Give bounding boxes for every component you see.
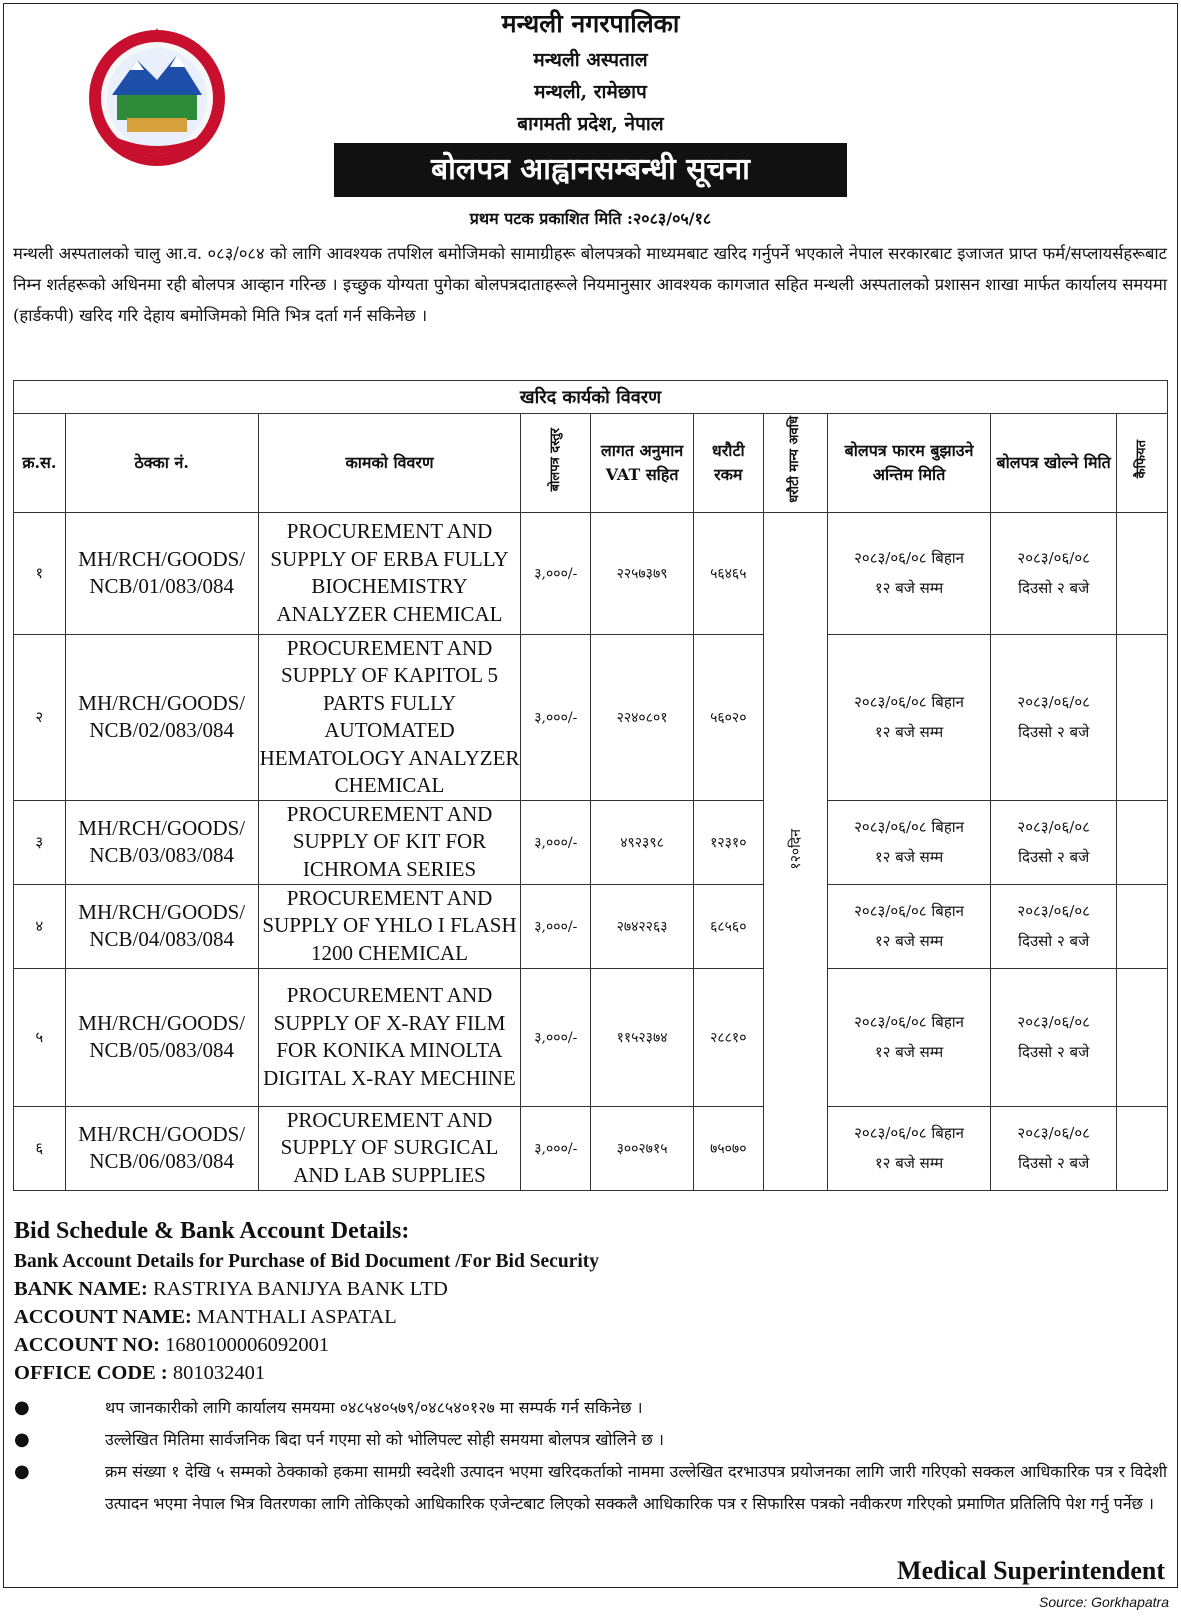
cell-contract-no: MH/RCH/GOODS/ NCB/04/083/084	[65, 884, 258, 968]
cell-validity	[763, 512, 827, 1190]
account-no-line	[14, 1334, 329, 1357]
cell-cost: २२४०८०१	[591, 634, 693, 800]
cell-description: PROCUREMENT AND SUPPLY OF X-RAY FILM FOR KONIKA MINOLTA DIGITAL X-RAY MECHINE	[258, 968, 520, 1106]
source-credit: Source: Gorkhapatra	[1039, 1594, 1169, 1610]
cell-submit-date	[827, 800, 990, 884]
header-description: कामको विवरण	[258, 414, 520, 513]
cell-security: २८८१०	[693, 968, 763, 1106]
table-row	[14, 800, 1168, 884]
submit-date: २०८३/०६/०८ बिहान	[854, 1013, 964, 1032]
hospital-location: मन्थली, रामेछाप	[534, 81, 647, 103]
open-time: दिउसो २ बजे	[1018, 579, 1090, 598]
note-text: उल्लेखित मितिमा सार्वजनिक बिदा पर्न गएमा सो को भोलिपल्ट सोही समयमा बोलपत्र खोलिने छ ।	[105, 1430, 664, 1449]
header-fee: बोलपत्र दस्तुर	[547, 427, 563, 492]
submit-time: १२ बजे सम्म	[874, 848, 944, 867]
validity-value: १२०दिन	[787, 828, 804, 870]
header-remarks-cell	[1117, 414, 1168, 513]
cell-cost: ३००२७१५	[591, 1106, 693, 1190]
procurement-table-wrapper	[13, 380, 1168, 1191]
cell-remarks	[1117, 512, 1168, 634]
note-item	[14, 1456, 1167, 1520]
note-item	[14, 1392, 1167, 1424]
cell-description: PROCUREMENT AND SUPPLY OF KAPITOL 5 PARTS FULLY AUTOMATED HEMATOLOGY ANALYZER CHEMICAL	[258, 634, 520, 800]
cell-fee: ३,०००/-	[521, 634, 591, 800]
cell-open-date	[991, 968, 1117, 1106]
header-submit-date: बोलपत्र फारम बुझाउने अन्तिम मिति	[827, 414, 990, 513]
cell-open-date	[991, 512, 1117, 634]
submit-date: २०८३/०६/०८ बिहान	[854, 902, 964, 921]
submit-time: १२ बजे सम्म	[874, 579, 944, 598]
account-name-line	[14, 1306, 397, 1329]
cell-submit-date	[827, 968, 990, 1106]
header-validity: धरौटी मान्य अवधि	[787, 416, 803, 503]
header-cost: लागत अनुमान VAT सहित	[591, 414, 693, 513]
account-no-value: 1680100006092001	[159, 1334, 330, 1356]
table-row	[14, 512, 1168, 634]
cell-remarks	[1117, 800, 1168, 884]
cell-description: PROCUREMENT AND SUPPLY OF ERBA FULLY BIOCHEMISTRY ANALYZER CHEMICAL	[258, 512, 520, 634]
header-remarks: कैफियत	[1134, 440, 1150, 479]
cell-fee: ३,०००/-	[521, 968, 591, 1106]
cell-description: PROCUREMENT AND SUPPLY OF YHLO I FLASH 1200 CHEMICAL	[258, 884, 520, 968]
cell-cost: ४९२३९८	[591, 800, 693, 884]
cell-remarks	[1117, 634, 1168, 800]
open-date: २०८३/०६/०८	[1017, 818, 1090, 837]
account-name-label: ACCOUNT NAME:	[14, 1306, 192, 1328]
cell-security: ७५०७०	[693, 1106, 763, 1190]
submit-time: १२ बजे सम्म	[874, 1043, 944, 1062]
cell-open-date	[991, 884, 1117, 968]
table-row	[14, 884, 1168, 968]
cell-submit-date	[827, 634, 990, 800]
open-time: दिउसो २ बजे	[1018, 1154, 1090, 1173]
cell-remarks	[1117, 1106, 1168, 1190]
note-text: क्रम संख्या १ देखि ५ सम्मको ठेक्काको हकमा सामग्री स्वदेशी उत्पादन भएमा खरिदकर्ताको नाममा उल्लेखित दरभाउपत्र प्रयोजनका लागि जारी गरिएको सक्कल आधिकारिक पत्र र विदेशी उत्पादन भएमा नेपाल भित्र वितरणका लागि तोकिएको आधिकारिक एजेन्टबाट लिएको सक्कलै आधिकारिक पत्र र सिफारिस पत्रको नवीकरण गरिएको प्रमाणित प्रतिलिपि पेश गर्नु पर्नेछ ।	[105, 1462, 1167, 1513]
cell-sn: ५	[14, 968, 66, 1106]
note-text: थप जानकारीको लागि कार्यालय समयमा ०४८५४०५७९/०४८५४०१२७ मा सम्पर्क गर्न सकिनेछ ।	[105, 1398, 643, 1417]
cell-contract-no: MH/RCH/GOODS/ NCB/02/083/084	[65, 634, 258, 800]
submit-date: २०८३/०६/०८ बिहान	[854, 818, 964, 837]
publish-date: प्रथम पटक प्रकाशित मिति :२०८३/०५/१८	[469, 209, 712, 228]
open-date: २०८३/०६/०८	[1017, 1013, 1090, 1032]
table-row	[14, 634, 1168, 800]
cell-description: PROCUREMENT AND SUPPLY OF KIT FOR ICHROMA SERIES	[258, 800, 520, 884]
table-body	[14, 512, 1168, 1190]
submit-time: १२ बजे सम्म	[874, 1154, 944, 1173]
cell-submit-date	[827, 512, 990, 634]
open-time: दिउसो २ बजे	[1018, 848, 1090, 867]
cell-sn: ३	[14, 800, 66, 884]
header-sn: क्र.स.	[14, 414, 66, 513]
cell-contract-no: MH/RCH/GOODS/ NCB/01/083/084	[65, 512, 258, 634]
bank-name-label: BANK NAME:	[14, 1278, 148, 1300]
intro-paragraph: मन्थली अस्पतालको चालु आ.व. ०८३/०८४ को लागि आवश्यक तपशिल बमोजिमको सामाग्रीहरू बोलपत्रको माध्यमबाट खरिद गर्नुपर्ने भएकाले नेपाल सरकारबाट इजाजत प्राप्त फर्म/सप्लायर्सहरूबाट निम्न शर्तहरूको अधिनमा रही बोलपत्र आव्हान गरिन्छ । इच्छुक योग्यता पुगेका बोलपत्रदाताहरूले नियमानुसार आवश्यक कागजात सहित मन्थली अस्पतालको प्रशासन शाखा मार्फत कार्यालय समयमा (हार्डकपी) खरिद गरि देहाय बमोजिमको मिति भित्र दर्ता गर्न सकिनेछ ।	[13, 244, 1167, 325]
cell-submit-date	[827, 1106, 990, 1190]
open-time: दिउसो २ बजे	[1018, 1043, 1090, 1062]
cell-cost: ११५२३७४	[591, 968, 693, 1106]
header-open-date: बोलपत्र खोल्ने मिति	[991, 414, 1117, 513]
office-code-line	[14, 1362, 265, 1385]
cell-fee: ३,०००/-	[521, 512, 591, 634]
municipality-name: मन्थली नगरपालिका	[501, 9, 680, 38]
cell-fee: ३,०००/-	[521, 1106, 591, 1190]
cell-security: १२३१०	[693, 800, 763, 884]
notice-title-banner: बोलपत्र आह्वानसम्बन्धी सूचना	[334, 143, 847, 197]
submit-date: २०८३/०६/०८ बिहान	[854, 549, 964, 568]
cell-security: ५६०२०	[693, 634, 763, 800]
cell-fee: ३,०००/-	[521, 800, 591, 884]
table-row	[14, 968, 1168, 1106]
open-time: दिउसो २ बजे	[1018, 723, 1090, 742]
cell-remarks	[1117, 968, 1168, 1106]
notes-list	[14, 1392, 1167, 1520]
cell-open-date	[991, 634, 1117, 800]
account-no-label: ACCOUNT NO:	[14, 1334, 160, 1356]
cell-sn: ६	[14, 1106, 66, 1190]
cell-security: ६८५६०	[693, 884, 763, 968]
bullet-icon: ●	[14, 1429, 30, 1450]
bullet-icon: ●	[14, 1397, 30, 1418]
bank-section-subtitle: Bank Account Details for Purchase of Bid Document /For Bid Security	[14, 1251, 599, 1272]
cell-open-date	[991, 1106, 1117, 1190]
cell-security: ५६४६५	[693, 512, 763, 634]
cell-description: PROCUREMENT AND SUPPLY OF SURGICAL AND LAB SUPPLIES	[258, 1106, 520, 1190]
cell-sn: ४	[14, 884, 66, 968]
submit-time: १२ बजे सम्म	[874, 932, 944, 951]
open-date: २०८३/०६/०८	[1017, 1124, 1090, 1143]
header-security: धरौटी रकम	[693, 414, 763, 513]
cell-sn: १	[14, 512, 66, 634]
submit-date: २०८३/०६/०८ बिहान	[854, 1124, 964, 1143]
cell-remarks	[1117, 884, 1168, 968]
office-code-label: OFFICE CODE :	[14, 1362, 168, 1384]
province-name: बागमती प्रदेश, नेपाल	[517, 113, 664, 135]
cell-contract-no: MH/RCH/GOODS/ NCB/06/083/084	[65, 1106, 258, 1190]
cell-cost: २७४२२६३	[591, 884, 693, 968]
cell-sn: २	[14, 634, 66, 800]
cell-open-date	[991, 800, 1117, 884]
procurement-table	[13, 380, 1168, 1191]
header-validity-cell	[763, 414, 827, 513]
open-date: २०८३/०६/०८	[1017, 693, 1090, 712]
bank-name-line	[14, 1278, 448, 1301]
open-time: दिउसो २ बजे	[1018, 932, 1090, 951]
submit-time: १२ बजे सम्म	[874, 723, 944, 742]
bank-section-title: Bid Schedule & Bank Account Details:	[14, 1218, 410, 1244]
bank-name-value: RASTRIYA BANIJYA BANK LTD	[147, 1278, 448, 1300]
cell-submit-date	[827, 884, 990, 968]
account-name-value: MANTHALI ASPATAL	[191, 1306, 397, 1328]
cell-fee: ३,०००/-	[521, 884, 591, 968]
note-item	[14, 1424, 1167, 1456]
bullet-icon: ●	[14, 1461, 30, 1482]
table-row	[14, 1106, 1168, 1190]
cell-contract-no: MH/RCH/GOODS/ NCB/05/083/084	[65, 968, 258, 1106]
hospital-name: मन्थली अस्पताल	[533, 49, 648, 71]
open-date: २०८३/०६/०८	[1017, 902, 1090, 921]
cell-cost: २२५७३७९	[591, 512, 693, 634]
table-caption: खरिद कार्यको विवरण	[14, 381, 1168, 414]
office-code-value: 801032401	[167, 1362, 266, 1384]
header-contract-no: ठेक्का नं.	[65, 414, 258, 513]
signature: Medical Superintendent	[897, 1556, 1165, 1585]
cell-contract-no: MH/RCH/GOODS/ NCB/03/083/084	[65, 800, 258, 884]
open-date: २०८३/०६/०८	[1017, 549, 1090, 568]
submit-date: २०८३/०६/०८ बिहान	[854, 693, 964, 712]
header-fee-cell	[521, 414, 591, 513]
